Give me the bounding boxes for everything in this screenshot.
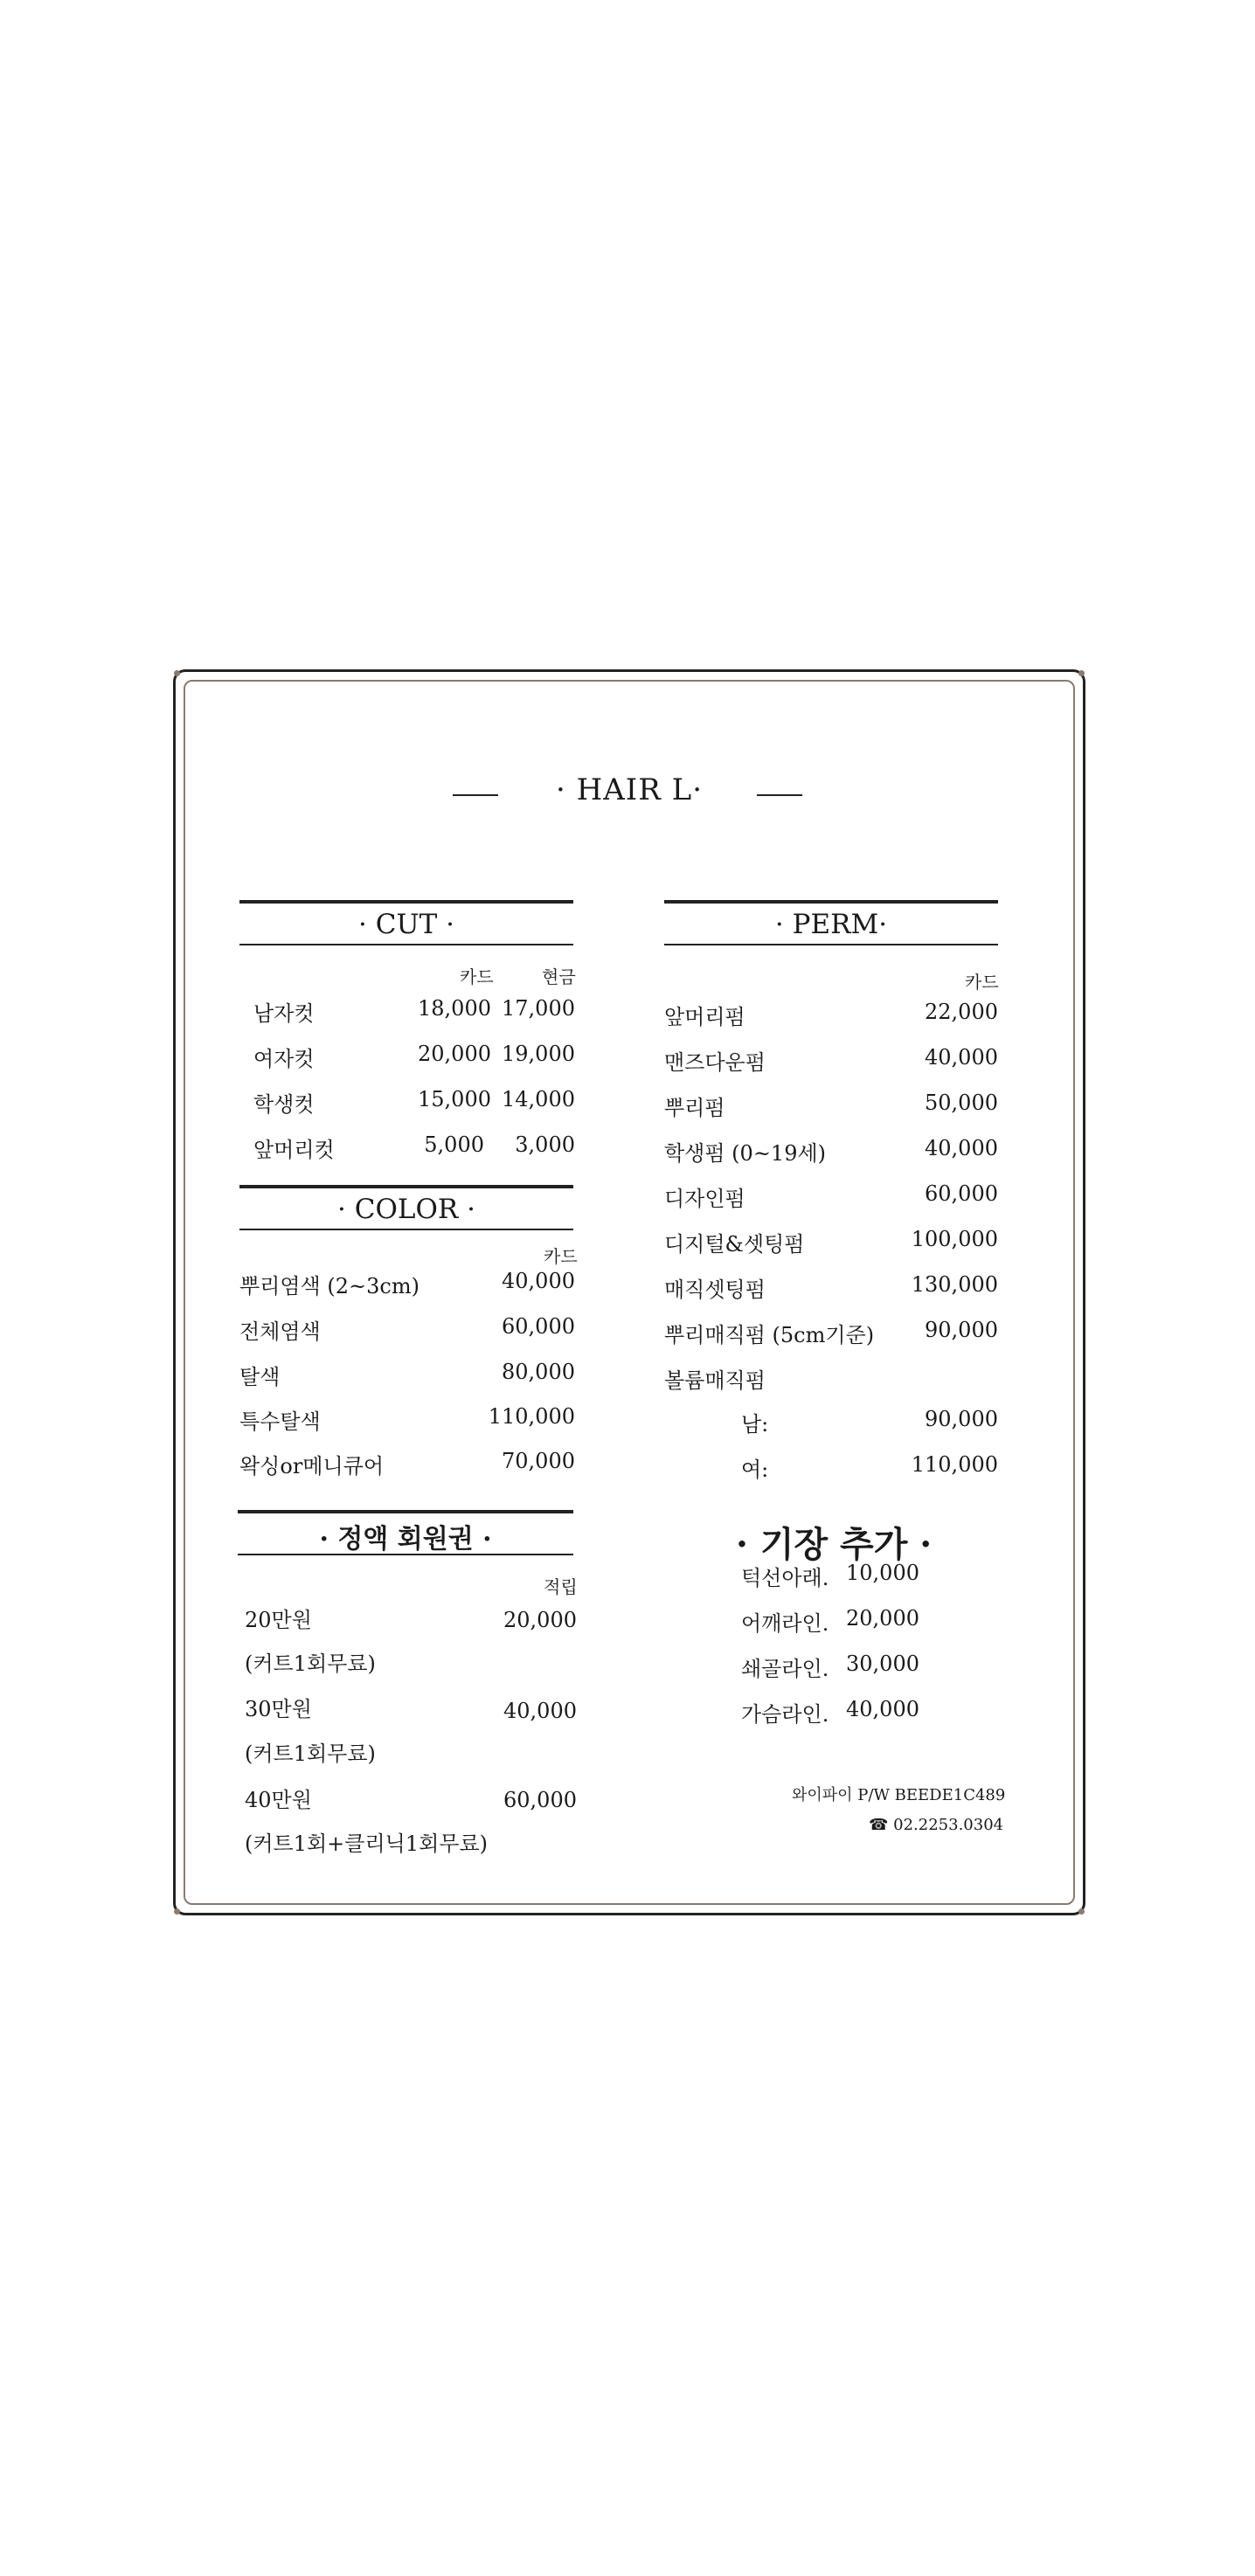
- perm-item-name: 디자인펌: [664, 1187, 745, 1211]
- cut-heading: · CUT ·: [358, 909, 454, 940]
- cut-item-cash: 14,000: [502, 1087, 575, 1111]
- perm-item-price: 40,000: [925, 1136, 998, 1160]
- corner-ornament: [174, 670, 180, 676]
- perm-heading: · PERM·: [774, 909, 888, 940]
- membership-col-points: 적립: [544, 1576, 578, 1597]
- length-item-price: 30,000: [846, 1652, 919, 1676]
- volume-sub-price: 110,000: [911, 1452, 998, 1477]
- cut-item-name: 학생컷: [253, 1092, 315, 1117]
- color-item-price: 70,000: [502, 1449, 575, 1473]
- membership-heading: · 정액 회원권 ·: [319, 1524, 492, 1555]
- length-item-price: 40,000: [846, 1697, 919, 1721]
- membership-item-name: 40만원: [245, 1788, 312, 1812]
- corner-ornament: [1078, 670, 1085, 676]
- cut-item-cash: 19,000: [502, 1042, 575, 1066]
- color-item-name: 왁싱or메니큐어: [239, 1454, 385, 1478]
- color-item-name: 탈색: [239, 1365, 281, 1389]
- perm-item-price: 100,000: [911, 1227, 998, 1251]
- perm-item-price: 130,000: [911, 1272, 998, 1297]
- membership-item-name: 20만원: [245, 1608, 312, 1632]
- volume-sub-name: 여:: [741, 1458, 769, 1482]
- color-col-card: 카드: [544, 1246, 578, 1267]
- title-rule-left: [453, 794, 498, 796]
- length-item-name: 가슴라인.: [741, 1702, 829, 1727]
- volume-sub-name: 남:: [741, 1412, 769, 1437]
- perm-item-price: 60,000: [925, 1181, 998, 1206]
- cut-col-card: 카드: [460, 966, 494, 987]
- perm-item-name: 뿌리펌: [664, 1096, 725, 1120]
- cut-section-header: [239, 900, 573, 945]
- cut-item-card: 15,000: [418, 1087, 491, 1111]
- perm-col-card: 카드: [965, 972, 999, 993]
- membership-item-points: 20,000: [503, 1608, 577, 1632]
- cut-item-cash: 17,000: [502, 996, 575, 1021]
- perm-section-header: [664, 900, 998, 945]
- wifi-password: 와이파이 P/W BEEDE1C489: [792, 1786, 1006, 1804]
- perm-item-name: 맨즈다운펌: [664, 1050, 766, 1075]
- length-item-name: 쇄골라인.: [741, 1657, 829, 1681]
- cut-col-cash: 현금: [542, 966, 576, 987]
- length-item-price: 20,000: [846, 1606, 919, 1631]
- perm-item-name: 디지털&셋팅펌: [664, 1232, 805, 1257]
- cut-item-cash: 3,000: [515, 1132, 575, 1157]
- perm-item-price: 50,000: [925, 1091, 998, 1115]
- length-item-name: 어깨라인.: [741, 1611, 829, 1636]
- cut-item-name: 여자컷: [253, 1047, 315, 1071]
- membership-item-note: (커트1회+클리닉1회무료): [245, 1832, 489, 1856]
- length-extra-heading: · 기장 추가 ·: [736, 1524, 933, 1565]
- cut-item-card: 5,000: [424, 1132, 484, 1157]
- perm-item-name: 앞머리펌: [664, 1005, 745, 1029]
- perm-item-price: 40,000: [925, 1045, 998, 1070]
- cut-item-card: 18,000: [418, 996, 491, 1021]
- color-item-name: 특수탈색: [239, 1409, 321, 1434]
- membership-item-name: 30만원: [245, 1697, 312, 1721]
- perm-item-name: 학생펌 (0~19세): [664, 1141, 827, 1166]
- color-item-price: 110,000: [488, 1404, 575, 1429]
- color-heading: · COLOR ·: [337, 1194, 475, 1225]
- perm-item-price: 22,000: [925, 1000, 998, 1024]
- length-item-name: 턱선아래.: [741, 1566, 829, 1590]
- membership-item-note: (커트1회무료): [245, 1652, 376, 1676]
- membership-item-points: 60,000: [503, 1788, 577, 1812]
- perm-item-name: 뿌리매직펌 (5cm기준): [664, 1323, 875, 1347]
- membership-section-header: [238, 1510, 573, 1555]
- cut-item-name: 남자컷: [253, 1001, 315, 1026]
- color-item-name: 전체염색: [239, 1319, 321, 1344]
- volume-sub-price: 90,000: [925, 1407, 998, 1431]
- corner-ornament: [1078, 1908, 1085, 1915]
- perm-item-name: 매직셋팅펌: [664, 1278, 766, 1302]
- phone-number: ☎ 02.2253.0304: [869, 1816, 1004, 1834]
- cut-item-card: 20,000: [418, 1042, 491, 1066]
- membership-item-note: (커트1회무료): [245, 1742, 376, 1766]
- perm-item-name: 볼륨매직펌: [664, 1368, 766, 1393]
- title-rule-right: [757, 794, 802, 796]
- membership-item-points: 40,000: [503, 1699, 577, 1723]
- perm-item-price: 90,000: [925, 1318, 998, 1342]
- color-item-price: 40,000: [502, 1269, 575, 1293]
- color-section-header: [239, 1185, 573, 1230]
- cut-item-name: 앞머리컷: [253, 1138, 335, 1162]
- page-title: · HAIR L·: [555, 772, 704, 807]
- length-item-price: 10,000: [846, 1561, 919, 1585]
- color-item-name: 뿌리염색 (2~3cm): [239, 1274, 419, 1298]
- corner-ornament: [174, 1908, 180, 1915]
- color-item-price: 60,000: [502, 1314, 575, 1339]
- color-item-price: 80,000: [502, 1360, 575, 1384]
